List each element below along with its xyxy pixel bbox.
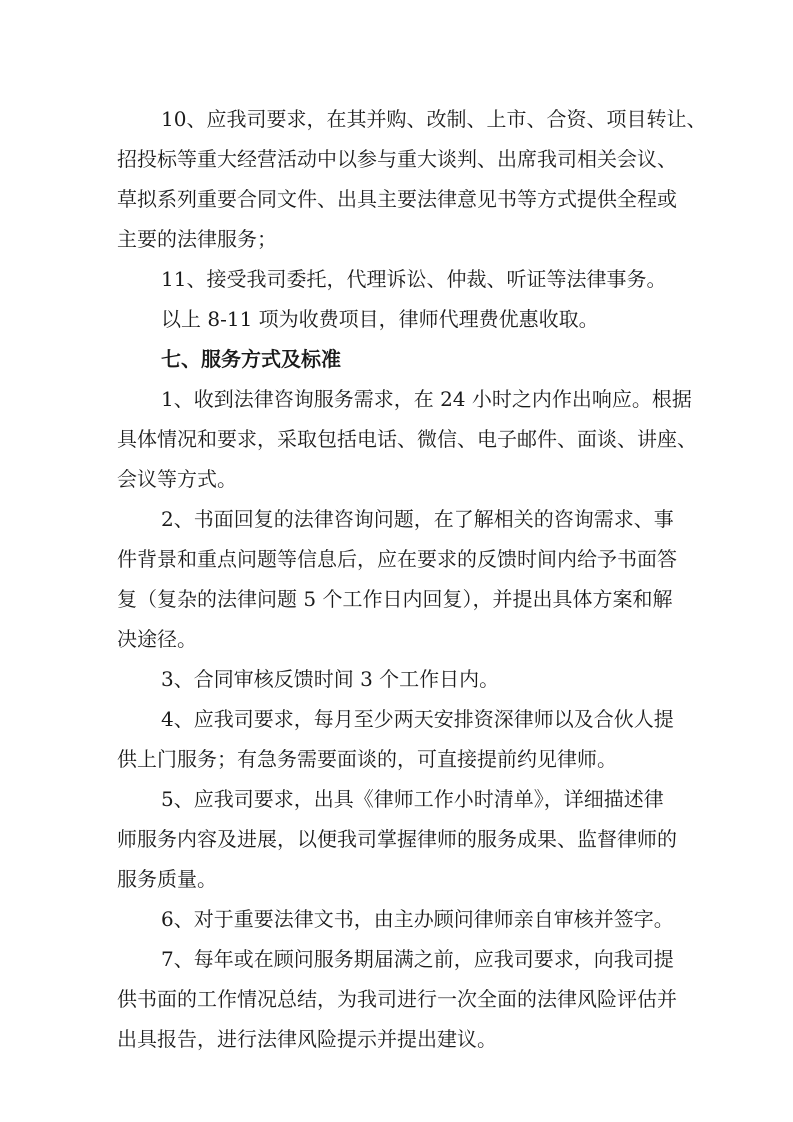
paragraph-11: 11、接受我司委托，代理诉讼、仲裁、听证等法律事务。 xyxy=(161,267,667,291)
item-7-line-1: 7、每年或在顾问服务期届满之前，应我司要求，向我司提 xyxy=(161,947,674,971)
section-heading: 七、服务方式及标准 xyxy=(161,347,341,371)
paragraph-10-line-3: 草拟系列重要合同文件、出具主要法律意见书等方式提供全程或 xyxy=(117,187,677,211)
item-5-line-3: 服务质量。 xyxy=(117,867,217,891)
item-2-line-4: 决途径。 xyxy=(117,627,197,651)
item-5-line-1: 5、应我司要求，出具《律师工作小时清单》，详细描述律 xyxy=(161,787,664,811)
item-4-line-2: 供上门服务；有急务需要面谈的，可直接提前约见律师。 xyxy=(117,747,617,771)
fee-note: 以上 8-11 项为收费项目，律师代理费优惠收取。 xyxy=(161,307,599,331)
item-7-line-3: 出具报告，进行法律风险提示并提出建议。 xyxy=(117,1027,497,1051)
item-3: 3、合同审核反馈时间 3 个工作日内。 xyxy=(161,667,500,691)
document-body xyxy=(117,99,707,1059)
paragraph-10-line-4: 主要的法律服务； xyxy=(117,227,277,251)
paragraph-10-line-1: 10、应我司要求，在其并购、改制、上市、合资、项目转让、 xyxy=(161,107,707,131)
item-2-line-1: 2、书面回复的法律咨询问题，在了解相关的咨询需求、事 xyxy=(161,507,674,531)
item-2-line-3: 复（复杂的法律问题 5 个工作日内回复），并提出具体方案和解 xyxy=(117,587,673,611)
paragraph-10-line-2: 招投标等重大经营活动中以参与重大谈判、出席我司相关会议、 xyxy=(117,147,677,171)
item-6: 6、对于重要法律文书，由主办顾问律师亲自审核并签字。 xyxy=(161,907,674,931)
item-7-line-2: 供书面的工作情况总结，为我司进行一次全面的法律风险评估并 xyxy=(117,987,677,1011)
item-1-line-1: 1、收到法律咨询服务需求，在 24 小时之内作出响应。根据 xyxy=(161,387,692,411)
item-5-line-2: 师服务内容及进展，以便我司掌握律师的服务成果、监督律师的 xyxy=(117,827,677,851)
item-2-line-2: 件背景和重点问题等信息后，应在要求的反馈时间内给予书面答 xyxy=(117,547,677,571)
item-4-line-1: 4、应我司要求，每月至少两天安排资深律师以及合伙人提 xyxy=(161,707,674,731)
item-1-line-3: 会议等方式。 xyxy=(117,467,237,491)
item-1-line-2: 具体情况和要求，采取包括电话、微信、电子邮件、面谈、讲座、 xyxy=(117,427,697,451)
